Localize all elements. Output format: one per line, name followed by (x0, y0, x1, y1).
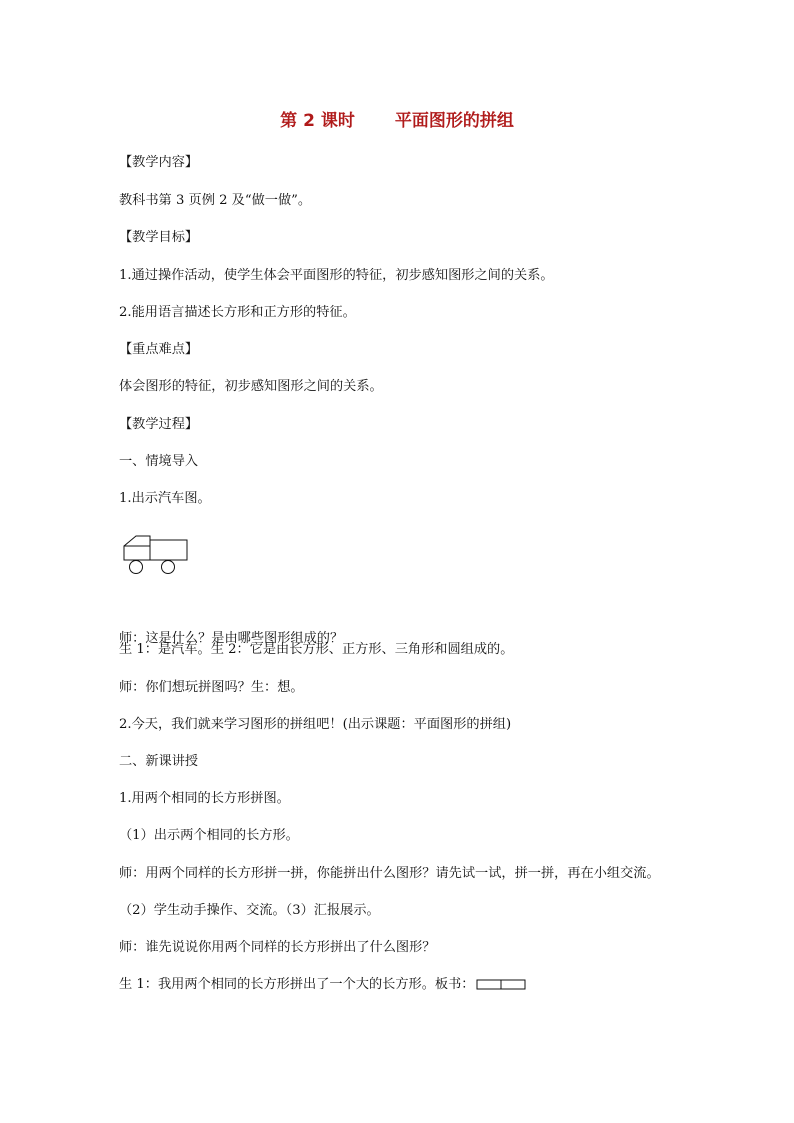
truck-figure (122, 532, 192, 576)
left-rectangle (477, 980, 501, 989)
truck-rear-wheel (162, 561, 175, 574)
subheading-intro: 一、情境导入 (119, 454, 199, 469)
two-rectangles-figure (476, 979, 526, 991)
goal-item-2: 2.能用语言描述长方形和正方形的特征。 (119, 305, 356, 320)
section-heading-goals: 【教学目标】 (119, 230, 199, 245)
step-two-rectangles: 1.用两个相同的长方形拼图。 (119, 791, 290, 806)
truck-cab-top (124, 536, 150, 546)
section-heading-content: 【教学内容】 (119, 155, 199, 170)
dialogue-student-answer (119, 976, 526, 994)
dialogue-students-1: 生 1：是汽车。生 2：它是由长方形、正方形、三角形和圆组成的。 (119, 642, 514, 657)
section-heading-process: 【教学过程】 (119, 417, 199, 432)
subheading-new-lesson: 二、新课讲授 (119, 754, 199, 769)
truck-front-wheel (130, 561, 143, 574)
truck-cab-square (124, 546, 150, 560)
paragraph-textbook-ref: 教科书第 3 页例 2 及“做一做”。 (119, 193, 312, 208)
dialogue-teacher-1: 师：这是什么？是由哪些图形组成的？ (119, 631, 344, 646)
student-answer-text: 生 1：我用两个相同的长方形拼出了一个大的长方形。板书： (119, 977, 475, 992)
paragraph-key-points: 体会图形的特征，初步感知图形之间的关系。 (119, 379, 383, 394)
substep-2-3: （2）学生动手操作、交流。（3）汇报展示。 (119, 903, 380, 918)
section-heading-key-points: 【重点难点】 (119, 342, 199, 357)
step-show-truck: 1.出示汽车图。 (119, 491, 211, 506)
dialogue-teacher-4: 师：谁先说说你用两个同样的长方形拼出了什么图形？ (119, 940, 436, 955)
right-rectangle (501, 980, 525, 989)
title-topic: 平面图形的拼组 (394, 111, 514, 131)
truck-cargo-rectangle (150, 540, 187, 560)
dialogue-teacher-2: 师：你们想玩拼图吗？生：想。 (119, 680, 304, 695)
step-introduce-topic: 2.今天，我们就来学习图形的拼组吧！(出示课题：平面图形的拼组) (119, 717, 512, 732)
dialogue-teacher-3: 师：用两个同样的长方形拼一拼，你能拼出什么图形？请先试一试，拼一拼，再在小组交流。 (119, 866, 660, 881)
substep-1: （1）出示两个相同的长方形。 (119, 828, 299, 843)
title-lesson: 第 2 课时 (280, 111, 355, 131)
goal-item-1: 1.通过操作活动，使学生体会平面图形的特征，初步感知图形之间的关系。 (119, 268, 554, 283)
page-title (0, 106, 794, 131)
